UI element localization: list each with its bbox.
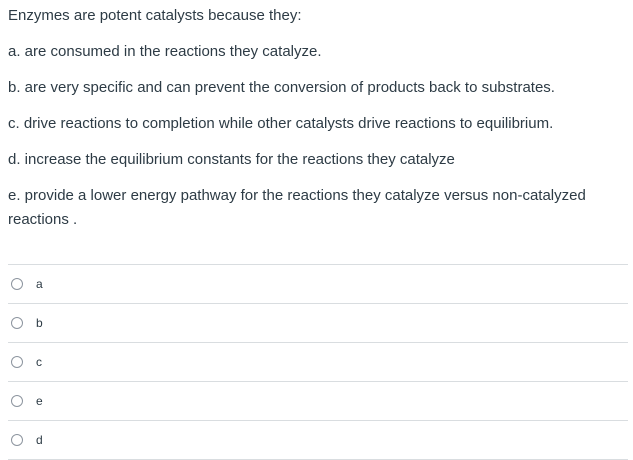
choice-text-b: b. are very specific and can prevent the conversion of products back to substrates. (8, 79, 555, 96)
answer-label[interactable]: d (36, 433, 43, 447)
answer-options (8, 264, 628, 460)
answer-option-d[interactable] (8, 420, 628, 460)
choice-text-d: d. increase the equilibrium constants for the reactions they catalyze (8, 151, 455, 168)
answer-option-e[interactable] (8, 381, 628, 420)
radio-button[interactable] (11, 395, 23, 407)
answer-option-a[interactable] (8, 264, 628, 303)
radio-button[interactable] (11, 434, 23, 446)
choice-text-a: a. are consumed in the reactions they catalyze. (8, 43, 322, 60)
radio-button[interactable] (11, 317, 23, 329)
choice-text-c: c. drive reactions to completion while other catalysts drive reactions to equilibrium. (8, 115, 554, 132)
answer-label[interactable]: b (36, 316, 43, 330)
question-block (8, 0, 624, 232)
radio-button[interactable] (11, 356, 23, 368)
question-prompt: Enzymes are potent catalysts because they: (8, 7, 302, 24)
answer-option-b[interactable] (8, 303, 628, 342)
radio-button[interactable] (11, 278, 23, 290)
choice-text-e: e. provide a lower energy pathway for the reactions they catalyze versus non-catalyzed reactions . (8, 187, 586, 228)
answer-label[interactable]: c (36, 355, 42, 369)
answer-label[interactable]: a (36, 277, 43, 291)
answer-option-c[interactable] (8, 342, 628, 381)
answer-label[interactable]: e (36, 394, 43, 408)
